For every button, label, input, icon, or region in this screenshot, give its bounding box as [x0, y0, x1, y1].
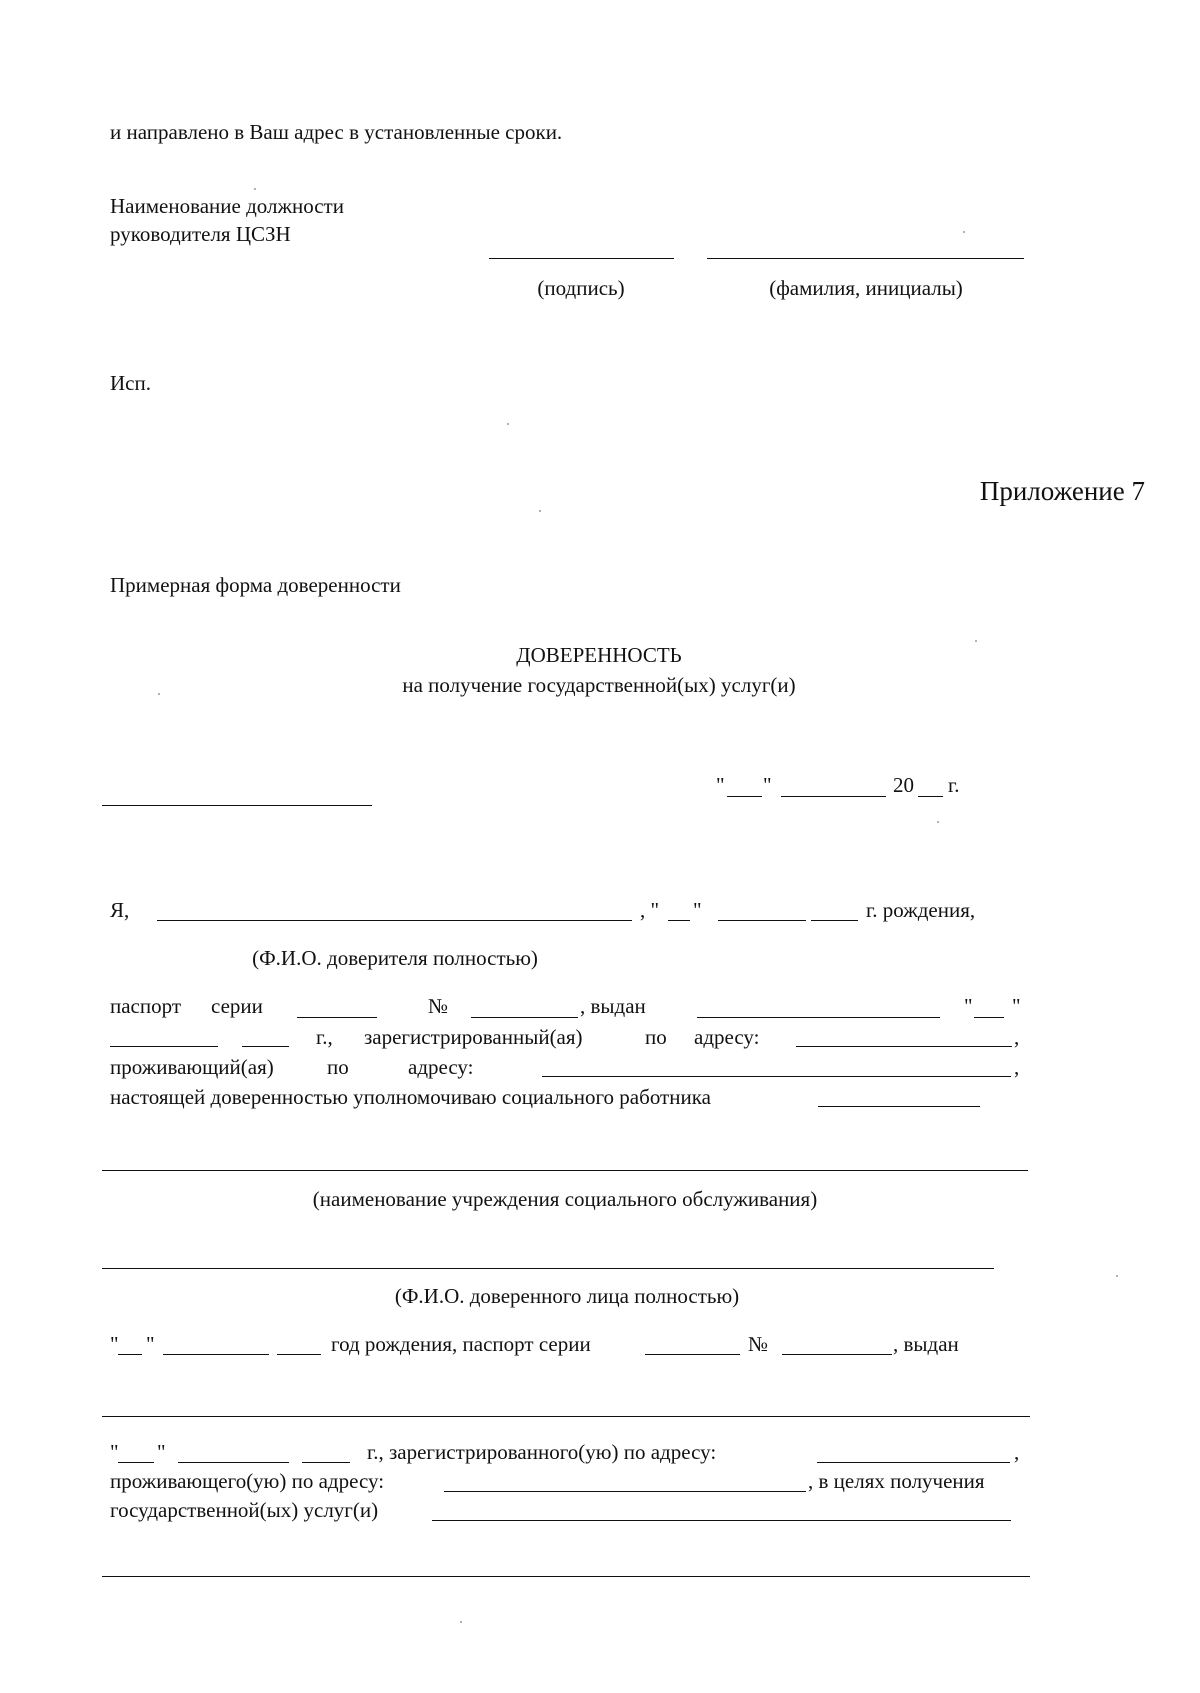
agent-quote-close: "	[146, 1332, 155, 1356]
living-address-line[interactable]	[542, 1076, 1011, 1077]
scan-speck	[254, 188, 256, 190]
form-label: Примерная форма доверенности	[110, 573, 401, 597]
scan-speck	[158, 693, 160, 695]
surname-line[interactable]	[707, 258, 1024, 259]
surname-caption: (фамилия, инициалы)	[769, 276, 963, 300]
registered-address-label: адресу:	[694, 1025, 760, 1049]
document-title: ДОВЕРЕННОСТЬ	[516, 643, 682, 667]
date-month-line[interactable]	[781, 796, 886, 797]
date-day-line[interactable]	[727, 796, 762, 797]
signature-line[interactable]	[489, 258, 674, 259]
registered-po: по	[645, 1025, 667, 1049]
passport-year-suffix: г.,	[316, 1025, 333, 1049]
agent-number-line[interactable]	[782, 1354, 892, 1355]
social-worker-line[interactable]	[818, 1106, 980, 1107]
date-quote-open: "	[716, 773, 725, 797]
document-subtitle: на получение государственной(ых) услуг(и)	[402, 673, 796, 697]
scan-speck	[539, 510, 541, 512]
passport-series-line[interactable]	[297, 1017, 377, 1018]
position-title-line1: Наименование должности	[110, 194, 344, 218]
position-title-line2: руководителя ЦСЗН	[110, 222, 291, 246]
place-line[interactable]	[102, 805, 372, 806]
agent-reg-text: г., зарегистрированного(ую) по адресу:	[367, 1440, 717, 1464]
agent-day-line[interactable]	[118, 1354, 142, 1355]
passport-month-line[interactable]	[110, 1046, 218, 1047]
principal-month-line[interactable]	[718, 920, 806, 921]
principal-birth-suffix: г. рождения,	[866, 898, 976, 922]
principal-name-line[interactable]	[157, 920, 632, 921]
passport-no-label: №	[428, 994, 449, 1018]
living-address-label: адресу:	[408, 1055, 474, 1079]
executor-label: Исп.	[110, 371, 151, 395]
principal-i: Я,	[110, 898, 130, 922]
institution-line[interactable]	[102, 1170, 1028, 1171]
date-year-prefix: 20	[893, 773, 914, 797]
agent-living-address-line[interactable]	[444, 1491, 806, 1492]
agent-year-line[interactable]	[277, 1354, 321, 1355]
principal-day-line[interactable]	[668, 920, 690, 921]
registered-comma: ,	[1014, 1025, 1020, 1049]
principal-year-line[interactable]	[811, 920, 858, 921]
agent-reg-quote-close: "	[157, 1440, 166, 1464]
agent-reg-quote-open: "	[110, 1440, 119, 1464]
agent-birth-text: год рождения, паспорт серии	[331, 1332, 591, 1356]
scan-speck	[975, 640, 977, 642]
signature-caption: (подпись)	[537, 276, 625, 300]
agent-no-label: №	[748, 1332, 769, 1356]
passport-quote-open: "	[964, 994, 973, 1018]
agent-caption: (Ф.И.О. доверенного лица полностью)	[394, 1284, 740, 1308]
agent-reg-day-line[interactable]	[118, 1462, 154, 1463]
living-po: по	[327, 1055, 349, 1079]
passport-number-line[interactable]	[471, 1017, 578, 1018]
agent-issuer-line[interactable]	[102, 1416, 1030, 1417]
passport-issuer-line[interactable]	[697, 1017, 940, 1018]
principal-quote-open: , "	[640, 898, 660, 922]
services-label: государственной(ых) услуг(и)	[110, 1498, 379, 1522]
appendix-label: Приложение 7	[979, 476, 1145, 506]
living-comma: ,	[1014, 1055, 1020, 1079]
passport-quote-close: "	[1012, 994, 1021, 1018]
principal-caption: (Ф.И.О. доверителя полностью)	[252, 946, 538, 970]
registered-address-line[interactable]	[796, 1046, 1012, 1047]
agent-issued-label: , выдан	[893, 1332, 959, 1356]
agent-living-label: проживающего(ую) по адресу:	[110, 1469, 385, 1493]
scan-speck	[1116, 1275, 1118, 1277]
passport-series-label: серии	[211, 994, 263, 1018]
agent-series-line[interactable]	[645, 1354, 740, 1355]
continuation-text: и направлено в Ваш адрес в установленные сроки.	[110, 120, 563, 144]
date-year-line[interactable]	[918, 796, 943, 797]
agent-name-line[interactable]	[102, 1268, 994, 1269]
agent-reg-comma: ,	[1014, 1440, 1020, 1464]
institution-caption: (наименование учреждения социального обслуживания)	[312, 1187, 818, 1211]
scan-speck	[460, 1621, 462, 1623]
scan-speck	[963, 231, 965, 233]
agent-reg-month-line[interactable]	[178, 1462, 289, 1463]
date-quote-close: "	[763, 773, 772, 797]
living-label: проживающий(ая)	[110, 1055, 274, 1079]
authorization-text: настоящей доверенностью уполномочиваю социального работника	[110, 1085, 711, 1109]
date-year-suffix: г.	[948, 773, 960, 797]
agent-month-line[interactable]	[163, 1354, 269, 1355]
scan-speck	[507, 423, 509, 425]
passport-year-line[interactable]	[242, 1046, 289, 1047]
passport-label: паспорт	[110, 994, 182, 1018]
purpose-text: , в целях получения	[808, 1469, 985, 1493]
agent-reg-year-line[interactable]	[302, 1462, 350, 1463]
registered-label: зарегистрированный(ая)	[364, 1025, 583, 1049]
final-line[interactable]	[102, 1576, 1030, 1577]
passport-day-line[interactable]	[974, 1017, 1004, 1018]
scan-speck	[937, 821, 939, 823]
principal-quote-close: "	[693, 898, 702, 922]
passport-issued-label: , выдан	[580, 994, 646, 1018]
agent-reg-address-line[interactable]	[817, 1462, 1010, 1463]
services-line[interactable]	[432, 1520, 1011, 1521]
agent-quote-open: "	[110, 1332, 119, 1356]
